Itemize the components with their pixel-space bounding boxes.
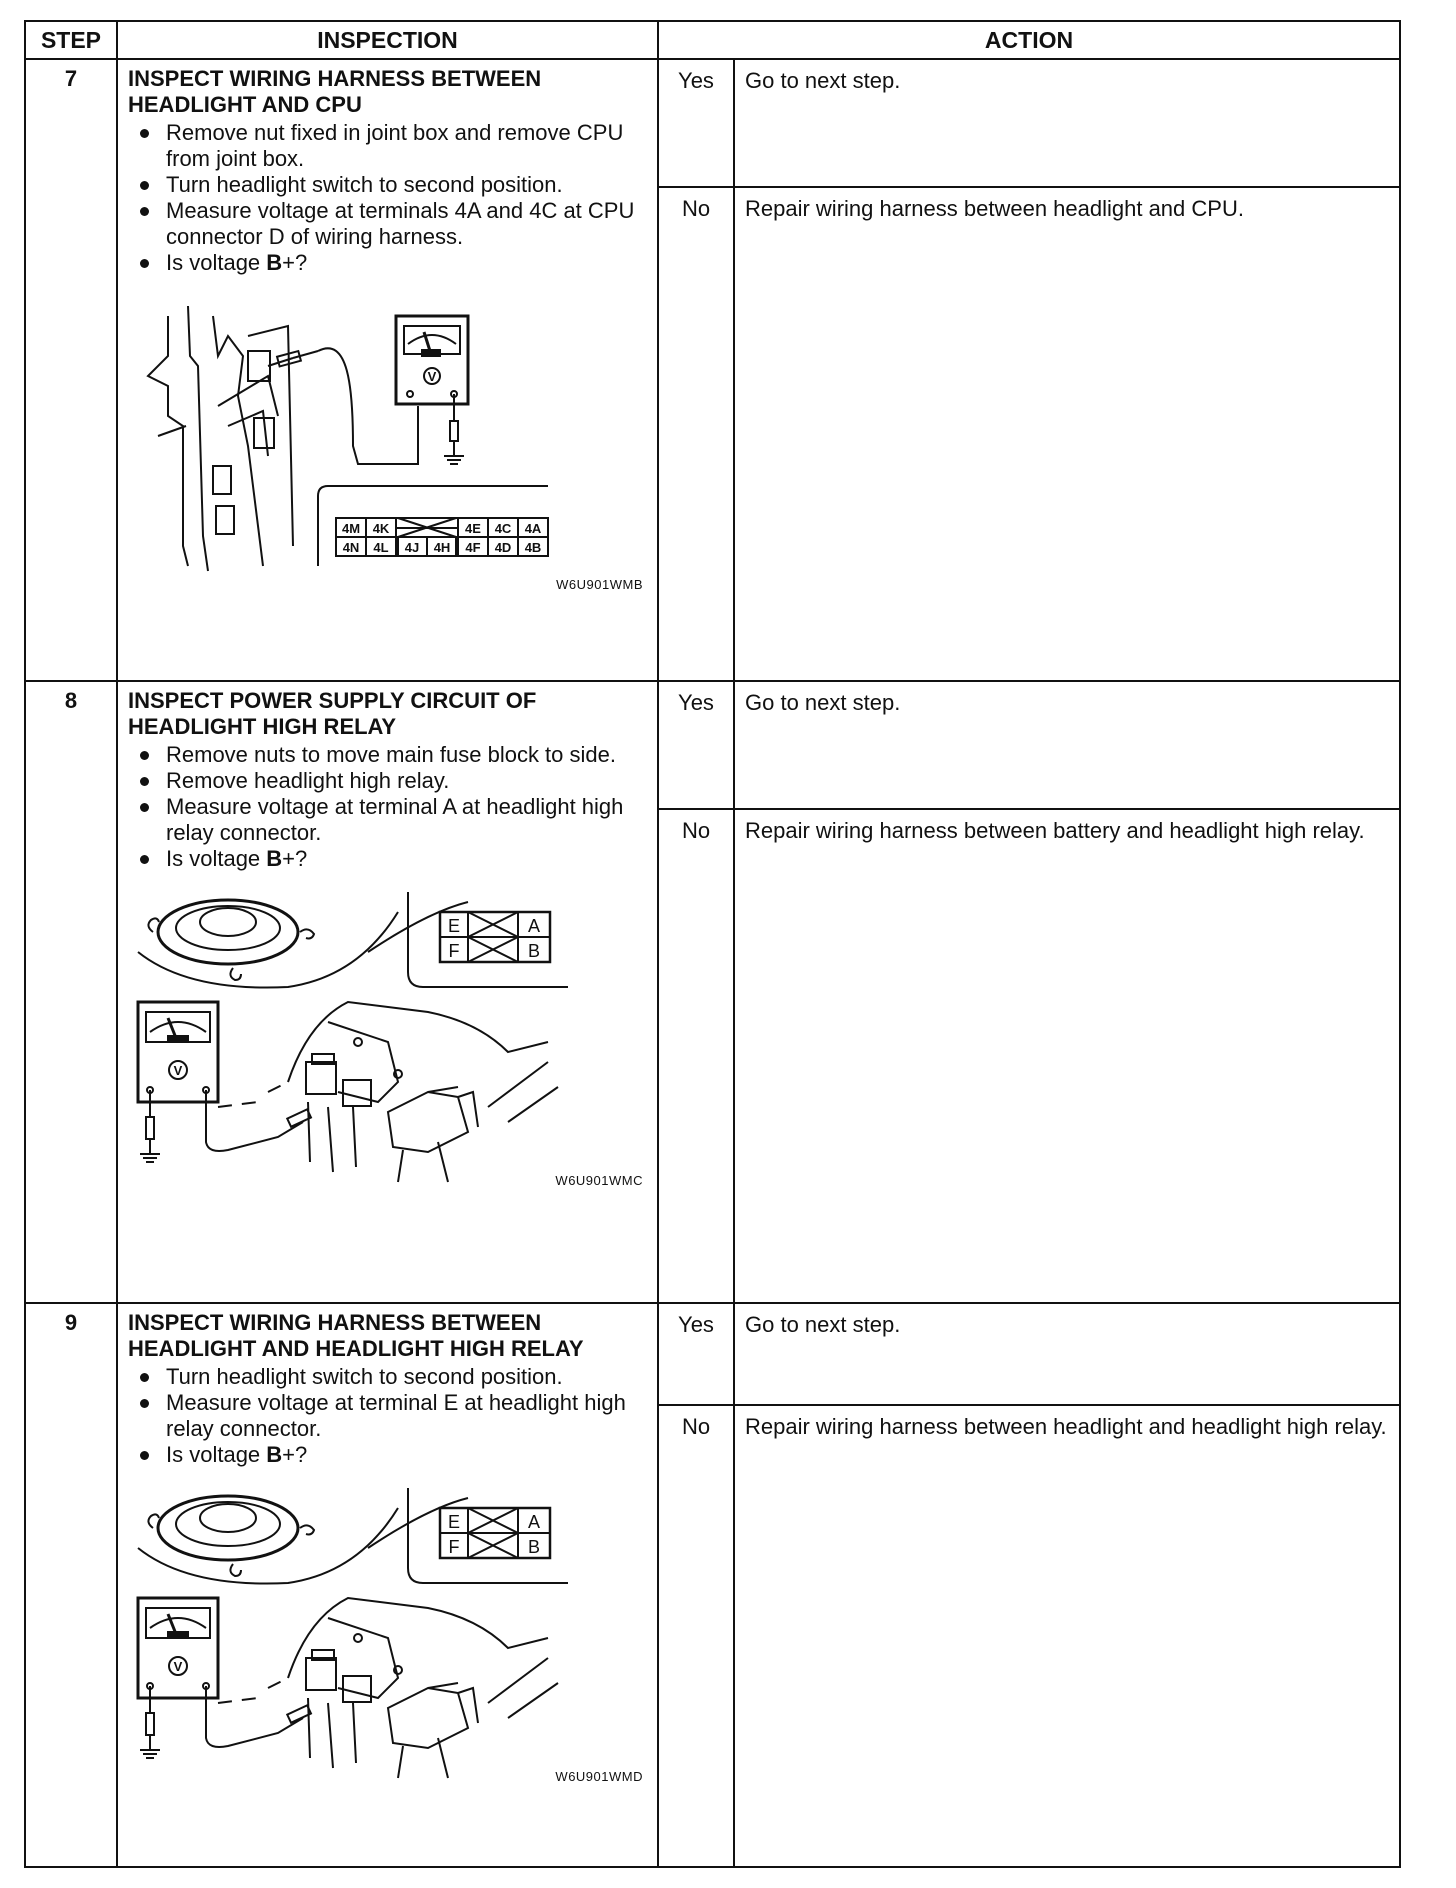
terminal-label: 4C (494, 521, 512, 536)
action-yes: Go to next step. (734, 59, 1400, 187)
terminal-label: F (448, 1537, 460, 1557)
question-text: Is voltage (166, 846, 267, 871)
header-row (25, 21, 1400, 59)
terminal-label: 4N (342, 540, 360, 555)
terminal-label: B (527, 941, 541, 961)
terminal-label: B (527, 1537, 541, 1557)
step-row-7 (25, 59, 1400, 187)
answer-yes: Yes (658, 59, 734, 187)
question-bold: B (266, 250, 283, 275)
action-no: Repair wiring harness between headlight and CPU. (734, 187, 1400, 681)
bullet-question (128, 250, 649, 276)
figure-relay-connector-a (128, 892, 649, 1192)
bullet-item: Remove nut fixed in joint box and remove CPU from joint box. (128, 120, 649, 172)
inspection-table (24, 20, 1401, 1868)
inspection-cell (117, 681, 658, 1303)
answer-no: No (658, 187, 734, 681)
terminal-label: 4M (341, 521, 361, 536)
question-suffix: +? (282, 1442, 308, 1467)
question-text: Is voltage (166, 1442, 267, 1467)
action-no: Repair wiring harness between headlight and headlight high relay. (734, 1405, 1400, 1867)
step-number: 7 (25, 59, 117, 681)
bullet-item: Remove headlight high relay. (128, 768, 649, 794)
terminal-label: 4L (373, 540, 389, 555)
terminal-label: 4H (433, 540, 451, 555)
inspection-cell (117, 1303, 658, 1867)
answer-no: No (658, 809, 734, 1303)
step-row-8 (25, 681, 1400, 809)
inspection-title: INSPECT WIRING HARNESS BETWEEN HEADLIGHT AND HEADLIGHT HIGH RELAY (128, 1310, 584, 1361)
inspection-title: INSPECT WIRING HARNESS BETWEEN HEADLIGHT AND CPU (128, 66, 542, 117)
bullet-item: Turn headlight switch to second position. (128, 1364, 649, 1390)
question-text: Is voltage (166, 250, 267, 275)
step-row-9 (25, 1303, 1400, 1405)
question-bold: B (266, 1442, 283, 1467)
procedure-page (24, 20, 1399, 1846)
step-number: 8 (25, 681, 117, 1303)
relay-illustration (128, 892, 648, 1192)
answer-no: No (658, 1405, 734, 1867)
terminal-label: 4B (524, 540, 542, 555)
terminal-label: 4F (465, 540, 481, 555)
terminal-label: E (447, 916, 461, 936)
terminal-label: F (448, 941, 460, 961)
question-suffix: +? (282, 250, 308, 275)
inspection-bullets (128, 120, 649, 276)
meter-v-label: V (173, 1659, 183, 1674)
figure-code: W6U901WMD (555, 1769, 643, 1784)
answer-yes: Yes (658, 1303, 734, 1405)
bullet-question (128, 1442, 649, 1468)
figure-cpu-connector (128, 296, 649, 596)
inspection-bullets (128, 742, 649, 872)
terminal-label: 4J (404, 540, 420, 555)
bullet-item: Turn headlight switch to second position. (128, 172, 649, 198)
question-suffix: +? (282, 846, 308, 871)
terminal-label: 4D (494, 540, 512, 555)
figure-code: W6U901WMB (556, 577, 643, 592)
action-yes: Go to next step. (734, 1303, 1400, 1405)
figure-code: W6U901WMC (555, 1173, 643, 1188)
bullet-item: Remove nuts to move main fuse block to side. (128, 742, 649, 768)
meter-v-label: V (427, 369, 437, 384)
header-inspection: INSPECTION (117, 21, 658, 59)
step-number: 9 (25, 1303, 117, 1867)
meter-v-label: V (173, 1063, 183, 1078)
bullet-question (128, 846, 649, 872)
inspection-title: INSPECT POWER SUPPLY CIRCUIT OF HEADLIGHT HIGH RELAY (128, 688, 537, 739)
terminal-label: 4E (465, 521, 481, 536)
action-no: Repair wiring harness between battery and headlight high relay. (734, 809, 1400, 1303)
header-step: STEP (25, 21, 117, 59)
terminal-label: A (527, 916, 541, 936)
terminal-label: E (447, 1512, 461, 1532)
action-yes: Go to next step. (734, 681, 1400, 809)
bullet-item: Measure voltage at terminal A at headlight high relay connector. (128, 794, 649, 846)
inspection-cell (117, 59, 658, 681)
question-bold: B (266, 846, 283, 871)
bullet-item: Measure voltage at terminal E at headlight high relay connector. (128, 1390, 649, 1442)
answer-yes: Yes (658, 681, 734, 809)
inspection-bullets (128, 1364, 649, 1468)
bullet-item: Measure voltage at terminals 4A and 4C at CPU connector D of wiring harness. (128, 198, 649, 250)
wiring-illustration (128, 296, 648, 596)
figure-relay-connector-e (128, 1488, 649, 1788)
header-action: ACTION (658, 21, 1400, 59)
terminal-label: A (527, 1512, 541, 1532)
terminal-label: 4A (524, 521, 542, 536)
relay-illustration (128, 1488, 648, 1788)
terminal-label: 4K (372, 521, 390, 536)
